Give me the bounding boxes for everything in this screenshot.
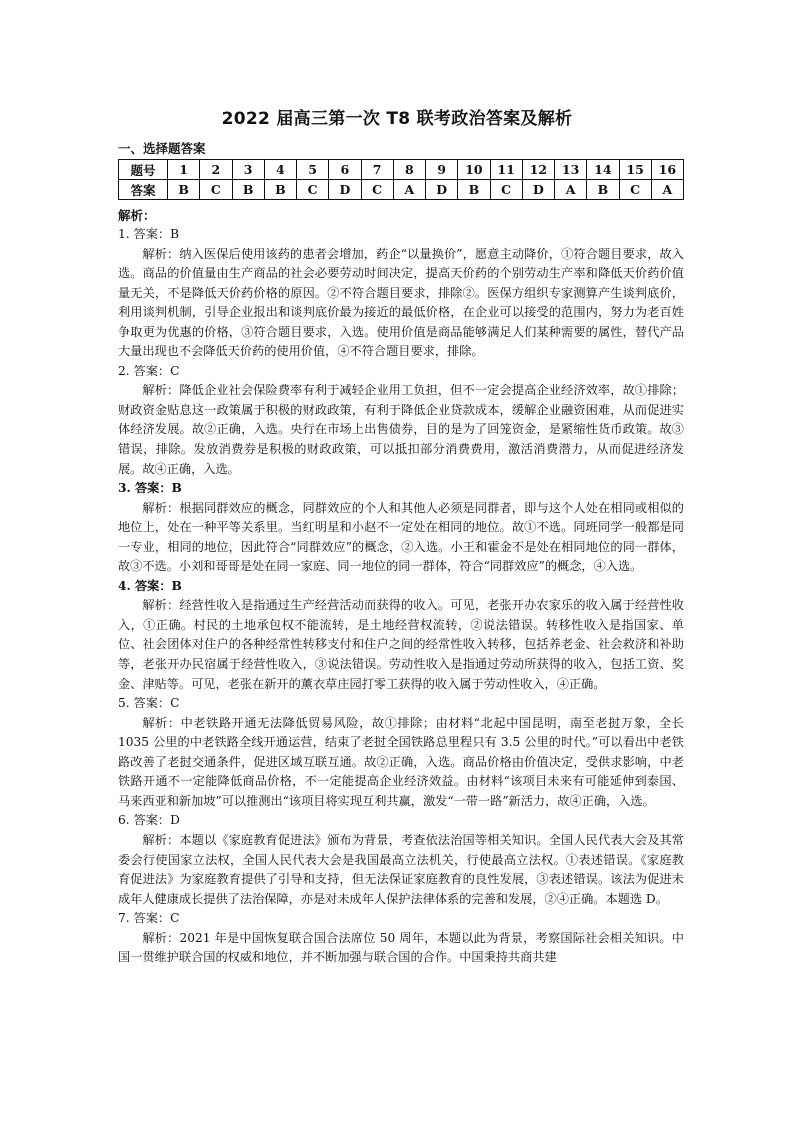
answer-cell: D [329,180,361,200]
question-number-cell: 7 [361,160,393,180]
answer-cell: A [393,180,425,200]
question-number-cell: 5 [297,160,329,180]
explanation-paragraph-1: 解析：纳入医保后使用该药的患者会增加，药企“以量换价”，愿意主动降价，①符合题目要求，故入选。商品的价值量由生产商品的社会必要劳动时间决定，提高天价药的个别劳动生产率和降低天价药价值量无关，不是降低天价药价格的原因。②不符合题目要求，排除②。医保方组织专家测算产生谈判底价，利用谈判机制，引导企业报出和谈判底价最为接近的最低价格，在企业可以接受的范围内，努力为老百姓争取更为优惠的价格，③符合题目要求，入选。使用价值是商品能够满足人们某种需要的属性，替代产品大量出现也不会降低天价药的使用价值，④不符合题目要求，排除。 [118,246,684,359]
answer-cell: A [651,180,683,200]
explanation-paragraph-6: 解析：本题以《家庭教育促进法》颁布为背景，考查依法治国等相关知识。全国人民代表大会及其常委会行使国家立法权，全国人民代表大会是我国最高立法机关，行使最高立法权。①表述错误。《家庭教育促进法》为家庭教育提供了引导和支持，但无法保证家庭教育的良性发展，③表述错误。该法为促进未成年人健康成长提供了法治保障，亦是对未成年人保护法律体系的完善和发展，②④正确。本题选 D。 [118,832,684,906]
question-number-cell: 2 [200,160,232,180]
answer-line-1: 1. 答案：B [118,227,180,241]
answer-cell: C [490,180,522,200]
explanation-heading: 解析： [118,208,156,223]
explanation-paragraph-4: 解析：经营性收入是指通过生产经营活动而获得的收入。可见，老张开办农家乐的收入属于经营性收入，①正确。村民的土地承包权不能流转，是土地经营权流转，②说法错误。转移性收入是指国家、单位、社会团体对住户的各种经常性转移支付和住户之间的经常性收入转移，包括养老金、社会救济和补助等，老张开办民宿属于经营性收入，③说法错误。劳动性收入是指通过劳动所获得的收入，包括工资、奖金、津贴等。可见，老张在新开的薰衣草庄园打零工获得的收入属于劳动性收入，④正确。 [118,598,684,691]
answer-cell: D [426,180,458,200]
question-number-cell: 10 [458,160,490,180]
explanation-body [118,225,684,968]
answer-line-2: 2. 答案：C [118,363,180,378]
explanation-paragraph-7: 解析：2021 年是中国恢复联合国合法席位 50 周年，本题以此为背景，考察国际社会相关知识。中国一贯维护联合国的权威和地位，并不断加强与联合国的合作。中国秉持共商共建 [118,930,684,965]
question-number-cell: 15 [619,160,651,180]
question-number-cell: 16 [651,160,683,180]
question-number-cell: 11 [490,160,522,180]
answer-cell: C [200,180,232,200]
answer-table-row-numbers [119,160,684,180]
explanation-paragraph-5: 解析：中老铁路开通无法降低贸易风险，故①排除；由材料“北起中国昆明，南至老挝万象，全长 1035 公里的中老铁路全线开通运营，结束了老挝全国铁路总里程只有 3.5 公里的时代。”可以看出中老铁路改善了老挝交通条件，促进区域互联互通。故②正确，入选。商品价格由价值决定，受供求影响，中老铁路开通不一定能降低商品价格，不一定能提高企业经济效益。由材料“该项目未来有可能延伸到泰国、马来西亚和新加坡”可以推测出“该项目将实现互利共赢，激发“一带一路”新活力，故④正确，入选。 [118,715,684,808]
question-number-cell: 1 [168,160,200,180]
answer-cell: B [232,180,264,200]
answer-line-4: 4. 答案：B [118,578,182,593]
answer-cell: B [587,180,619,200]
question-number-cell: 3 [232,160,264,180]
row-label-question-number: 题号 [119,160,168,180]
answer-table-row-answers [119,180,684,200]
question-number-cell: 6 [329,160,361,180]
question-number-cell: 12 [522,160,554,180]
answer-cell: A [555,180,587,200]
answer-cell: B [458,180,490,200]
answer-table [118,159,684,200]
question-number-cell: 9 [426,160,458,180]
explanation-paragraph-3: 解析：根据同群效应的概念，同群效应的个人和其他人必须是同群者，即与这个人处在相同或相似的地位上，处在一种平等关系里。当红明星和小赵不一定处在相同的地位。故①不选。同班同学一般都是同一专业，相同的地位，因此符合“同群效应”的概念，②入选。小王和霍金不是处在相同地位的同一群体，故③不选。小刘和哥哥是处在同一家庭、同一地位的同一群体，符合“同群效应”的概念，④入选。 [118,500,684,574]
answer-cell: B [264,180,296,200]
answer-cell: C [361,180,393,200]
section-heading-choice-answers: 一、选择题答案 [118,141,206,156]
answer-cell: B [168,180,200,200]
question-number-cell: 4 [264,160,296,180]
answer-cell: C [297,180,329,200]
answer-cell: C [619,180,651,200]
question-number-cell: 8 [393,160,425,180]
explanation-paragraph-2: 解析：降低企业社会保险费率有利于减轻企业用工负担，但不一定会提高企业经济效率，故①排除；财政资金贴息这一政策属于积极的财政政策，有利于降低企业贷款成本，缓解企业融资困难，从而促进实体经济发展。故②正确，入选。央行在市场上出售债券，目的是为了回笼资金，是紧缩性货币政策。故③错误，排除。发放消费券是积极的财政政策，可以抵扣部分消费费用，激活消费潜力，从而促进经济发展。故④正确，入选。 [118,383,684,476]
answer-line-6: 6. 答案：D [118,813,180,828]
question-number-cell: 13 [555,160,587,180]
question-number-cell: 14 [587,160,619,180]
row-label-answer: 答案 [119,180,168,200]
answer-cell: D [522,180,554,200]
answer-line-7: 7. 答案：C [118,911,180,926]
answer-line-5: 5. 答案：C [118,696,180,711]
answer-line-3: 3. 答案：B [118,481,182,496]
page-title: 2022 届高三第一次 T8 联考政治答案及解析 [221,109,573,129]
